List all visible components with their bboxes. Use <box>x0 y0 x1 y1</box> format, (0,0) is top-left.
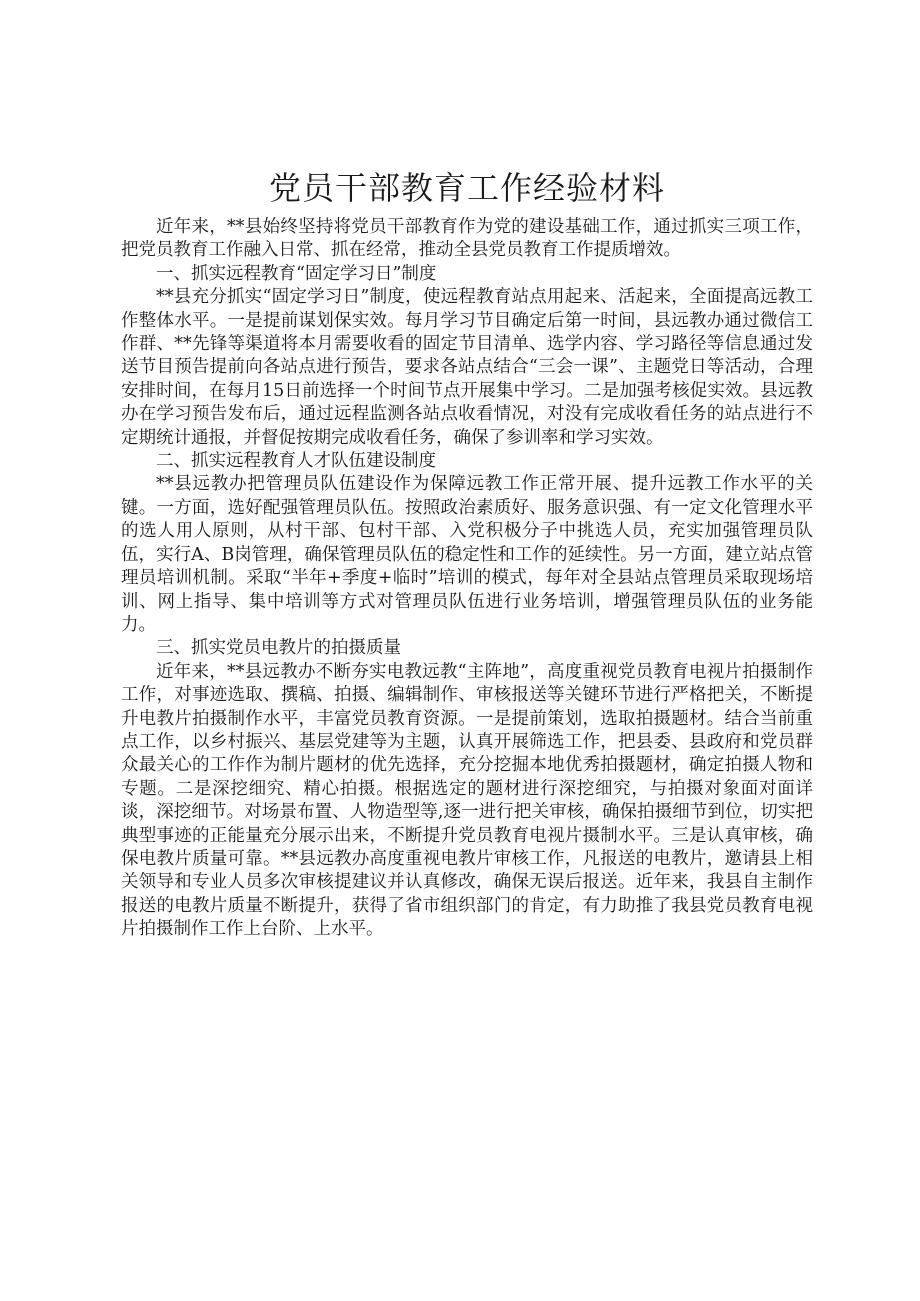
document-title: 党员干部教育工作经验材料 <box>268 169 665 207</box>
document-body <box>121 166 813 942</box>
intro-paragraph: 近年来，**县始终坚持将党员干部教育作为党的建设基础工作，通过抓实三项工作，把党员教育工作融入日常、抓在经常，推动全县党员教育工作提质增效。 <box>121 217 813 261</box>
section-2-body: **县远教办把管理员队伍建设作为保障远教工作正常开展、提升远教工作水平的关键。一方面，选好配强管理员队伍。按照政治素质好、服务意识强、有一定文化管理水平的选人用人原则，从村干部、包村干部、入党积极分子中挑选人员，充实加强管理员队伍，实行A、B岗管理，确保管理员队伍的稳定性和工作的延续性。另一方面，建立站点管理员培训机制。采取“半年+季度+临时”培训的模式，每年对全县站点管理员采取现场培训、网上指导、集中培训等方式对管理员队伍进行业务培训，增强管理员队伍的业务能力。 <box>121 474 813 635</box>
section-1-heading: 一、抓实远程教育“固定学习日”制度 <box>156 263 437 284</box>
section-3-heading: 三、抓实党员电教片的拍摄质量 <box>156 638 401 659</box>
section-1-body: **县充分抓实“固定学习日”制度，使远程教育站点用起来、活起来，全面提高远教工作整体水平。一是提前谋划保实效。每月学习节目确定后第一时间，县远教办通过微信工作群、**先锋等渠道将本月需要收看的固定节目清单、选学内容、学习路径等信息通过发送节目预告提前向各站点进行预告，要求各站点结合“三会一课”、主题党日等活动，合理安排时间，在每月15日前选择一个时间节点开展集中学习。二是加强考核促实效。县远教办在学习预告发布后，通过远程监测各站点收看情况，对没有完成收看任务的站点进行不定期统计通报，并督促按期完成收看任务，确保了参训率和学习实效。 <box>121 287 813 448</box>
section-3-body: 近年来，**县远教办不断夯实电教远教“主阵地”，高度重视党员教育电视片拍摄制作工作，对事迹选取、撰稿、拍摄、编辑制作、审核报送等关键环节进行严格把关，不断提升电教片拍摄制作水平，丰富党员教育资源。一是提前策划，选取拍摄题材。结合当前重点工作，以乡村振兴、基层党建等为主题，认真开展筛选工作，把县委、县政府和党员群众最关心的工作作为制片题材的优先选择，充分挖掘本地优秀拍摄题材，确定拍摄人物和专题。二是深挖细究、精心拍摄。根据选定的题材进行深挖细究，与拍摄对象面对面详谈，深挖细节。对场景布置、人物造型等,逐一进行把关审核，确保拍摄细节到位，切实把典型事迹的正能量充分展示出来，不断提升党员教育电视片摄制水平。三是认真审核，确保电教片质量可靠。**县远教办高度重视电教片审核工作，凡报送的电教片，邀请县上相关领导和专业人员多次审核提建议并认真修改，确保无误后报送。近年来，我县自主制作报送的电教片质量不断提升，获得了省市组织部门的肯定，有力助推了我县党员教育电视片拍摄制作工作上台阶、上水平。 <box>121 661 813 940</box>
section-2-heading: 二、抓实远程教育人才队伍建设制度 <box>156 451 436 472</box>
